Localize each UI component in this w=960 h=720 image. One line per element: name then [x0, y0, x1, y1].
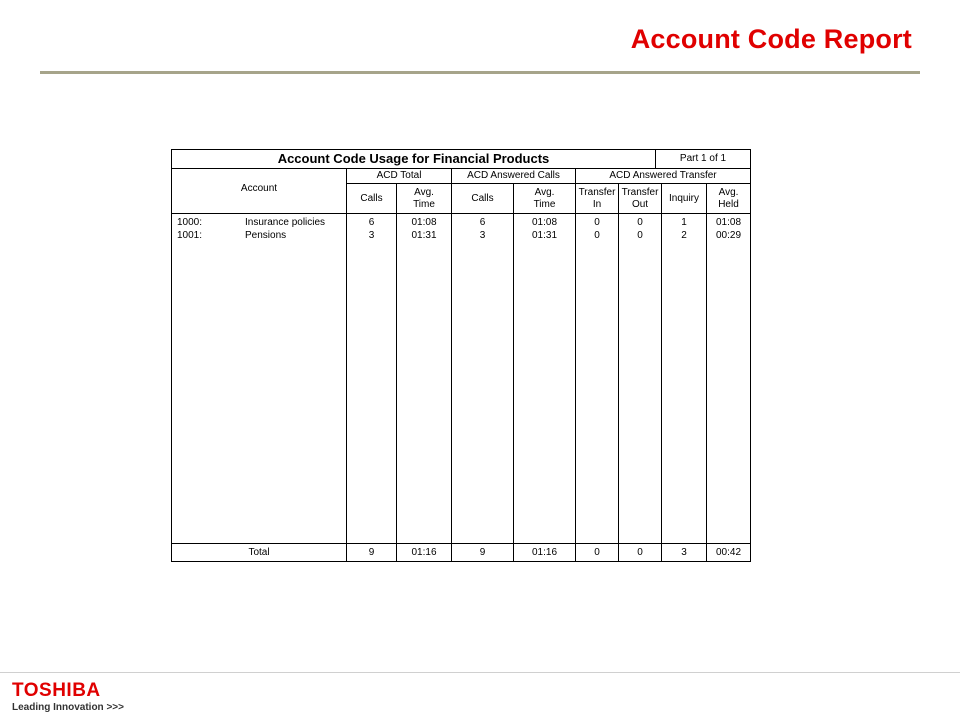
avg-held-value: 01:08: [715, 217, 742, 228]
transfer-out-header: [619, 184, 661, 213]
transfer-out-value: 0: [637, 230, 643, 241]
chevrons-right-icon: >>>: [106, 702, 124, 713]
group-acd-answered-calls: ACD Answered Calls: [467, 170, 560, 181]
brand-tagline: [12, 702, 124, 713]
total-calls: 9: [479, 547, 486, 558]
report-title: Account Code Usage for Financial Products: [277, 151, 550, 166]
total-inquiry: 3: [681, 547, 687, 558]
inquiry-value: 2: [681, 230, 687, 241]
transfer-out-header-line2: Out: [631, 198, 649, 210]
total-avg-time: 01:16: [411, 547, 437, 558]
avg-time-header: [514, 184, 575, 213]
transfer-in-header-line2: In: [592, 198, 602, 210]
avg-time-header-line2: Time: [533, 198, 556, 210]
account-code: 1000:: [177, 217, 203, 228]
avg-time-header-line1: Avg.: [534, 186, 555, 198]
group-acd-total: ACD Total: [376, 170, 422, 181]
total-label: Total: [248, 547, 270, 558]
avg-time-header-line2: Time: [413, 198, 435, 210]
avg-time-value: 01:08: [531, 217, 558, 228]
calls-value: 3: [368, 230, 375, 241]
total-transfer-in: 0: [594, 547, 600, 558]
account-code: 1001:: [177, 230, 203, 241]
calls-header: Calls: [360, 192, 383, 204]
calls-value: 6: [368, 217, 375, 228]
transfer-in-header-line1: Transfer: [578, 186, 616, 198]
total-avg-time: 01:16: [531, 547, 558, 558]
title-divider: [40, 71, 920, 74]
body-total-divider: [172, 543, 750, 544]
transfer-in-value: 0: [594, 217, 600, 228]
footer-divider: [0, 672, 960, 673]
account-name: Pensions: [245, 230, 287, 241]
total-calls: 9: [368, 547, 375, 558]
slide-title: Account Code Report: [630, 24, 912, 54]
calls-value: 3: [479, 230, 486, 241]
transfer-in-header: [576, 184, 618, 213]
inquiry-header: Inquiry: [668, 192, 699, 204]
avg-held-header: [707, 184, 750, 213]
avg-held-header-line2: Held: [718, 198, 739, 210]
avg-time-value: 01:31: [531, 230, 558, 241]
avg-time-value: 01:31: [411, 230, 437, 241]
total-transfer-out: 0: [637, 547, 643, 558]
account-header: Account: [240, 183, 278, 194]
avg-time-header-line1: Avg.: [414, 186, 434, 198]
report-part: Part 1 of 1: [679, 153, 727, 164]
avg-time-value: 01:08: [411, 217, 437, 228]
calls-value: 6: [479, 217, 486, 228]
inquiry-value: 1: [681, 217, 687, 228]
avg-held-header-line1: Avg.: [718, 186, 739, 198]
avg-time-header: [397, 184, 451, 213]
account-code-report-table: [171, 149, 751, 562]
transfer-out-header-line1: Transfer: [621, 186, 659, 198]
header-body-divider: [172, 213, 750, 214]
brand-name: TOSHIBA: [12, 680, 101, 701]
transfer-in-value: 0: [594, 230, 600, 241]
toshiba-logo: [12, 681, 124, 713]
transfer-out-value: 0: [637, 217, 643, 228]
account-name: Insurance policies: [245, 217, 326, 228]
calls-header: Calls: [471, 192, 494, 204]
brand-tagline-text: Leading Innovation: [12, 702, 104, 713]
total-avg-held: 00:42: [715, 547, 742, 558]
avg-held-value: 00:29: [715, 230, 742, 241]
group-acd-answered-transfer: ACD Answered Transfer: [609, 170, 717, 181]
